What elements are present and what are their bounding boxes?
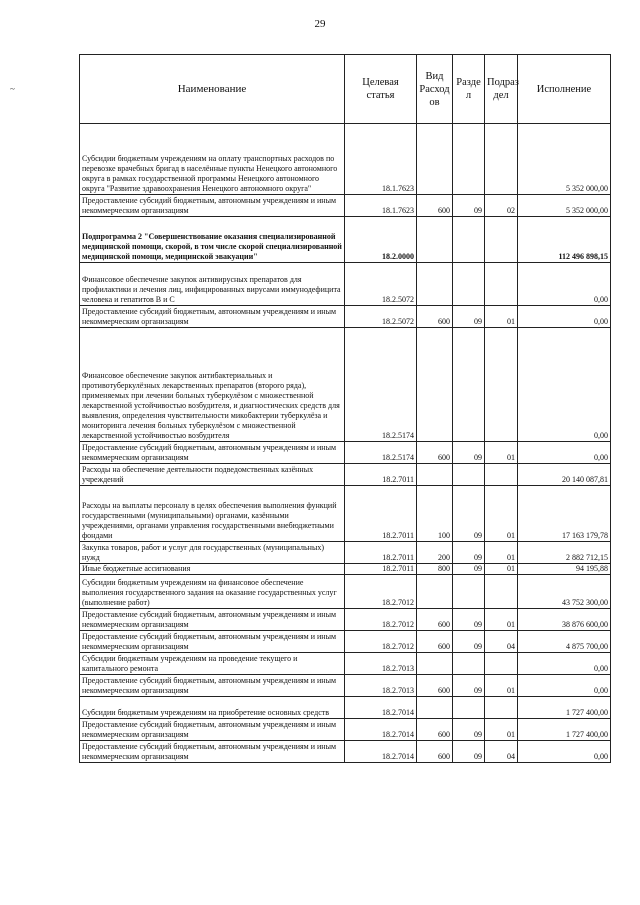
row-execution: 4 875 700,00 xyxy=(518,631,611,653)
row-type: 600 xyxy=(417,195,453,217)
row-type xyxy=(417,124,453,195)
row-execution: 43 752 300,00 xyxy=(518,575,611,609)
row-name: Предоставление субсидий бюджетным, автономным учреждениям и иным некоммерческим организациям xyxy=(80,195,345,217)
row-name: Предоставление субсидий бюджетным, автономным учреждениям и иным некоммерческим организациям xyxy=(80,675,345,697)
row-type xyxy=(417,464,453,486)
row-section xyxy=(453,464,485,486)
row-section: 09 xyxy=(453,195,485,217)
row-execution: 1 727 400,00 xyxy=(518,719,611,741)
row-subsection: 01 xyxy=(485,719,518,741)
table-row xyxy=(80,195,611,217)
row-target: 18.2.7013 xyxy=(345,653,417,675)
row-section: 09 xyxy=(453,306,485,328)
row-execution: 94 195,88 xyxy=(518,564,611,575)
row-target: 18.2.7011 xyxy=(345,564,417,575)
row-target: 18.2.0000 xyxy=(345,217,417,263)
table-row xyxy=(80,697,611,719)
row-name: Подпрограмма 2 "Совершенствование оказания специализированной медицинской помощи, скорой, в том числе скорой специализированной медицинской помощи, медицинской эвакуации" xyxy=(80,217,345,263)
row-section: 09 xyxy=(453,631,485,653)
row-target: 18.2.7014 xyxy=(345,719,417,741)
row-name: Предоставление субсидий бюджетным, автономным учреждениям и иным некоммерческим организациям xyxy=(80,631,345,653)
row-subsection: 02 xyxy=(485,195,518,217)
row-execution: 5 352 000,00 xyxy=(518,195,611,217)
row-section xyxy=(453,217,485,263)
row-name: Субсидии бюджетным учреждениям на приобретение основных средств xyxy=(80,697,345,719)
table-row xyxy=(80,719,611,741)
row-section: 09 xyxy=(453,609,485,631)
row-subsection: 04 xyxy=(485,741,518,763)
table-row xyxy=(80,124,611,195)
row-target: 18.2.7011 xyxy=(345,464,417,486)
row-type xyxy=(417,697,453,719)
table-row xyxy=(80,564,611,575)
row-target: 18.2.7011 xyxy=(345,542,417,564)
row-type xyxy=(417,653,453,675)
row-section xyxy=(453,328,485,442)
row-subsection: 01 xyxy=(485,486,518,542)
header-section: Разде л xyxy=(453,55,485,124)
row-type: 600 xyxy=(417,719,453,741)
row-execution: 5 352 000,00 xyxy=(518,124,611,195)
row-target: 18.2.5072 xyxy=(345,263,417,306)
table-body xyxy=(80,124,611,763)
row-name: Субсидии бюджетным учреждениям на оплату транспортных расходов по перевозке врачебных бригад в населённые пункты Ненецкого автономного округа в рамках государственной программы Ненецкого автономного округа "Развитие здравоохранения Ненецкого автономного округа" xyxy=(80,124,345,195)
row-target: 18.2.7012 xyxy=(345,609,417,631)
row-type: 100 xyxy=(417,486,453,542)
header-execution: Исполнение xyxy=(518,55,611,124)
row-type xyxy=(417,575,453,609)
row-section xyxy=(453,263,485,306)
row-target: 18.2.5174 xyxy=(345,442,417,464)
margin-mark: ~ xyxy=(10,84,15,94)
row-target: 18.2.7011 xyxy=(345,486,417,542)
row-type: 200 xyxy=(417,542,453,564)
row-target: 18.2.7014 xyxy=(345,697,417,719)
row-execution: 0,00 xyxy=(518,263,611,306)
row-subsection: 01 xyxy=(485,442,518,464)
budget-table xyxy=(79,54,611,763)
row-type xyxy=(417,217,453,263)
row-section xyxy=(453,124,485,195)
row-type: 600 xyxy=(417,675,453,697)
row-section xyxy=(453,575,485,609)
row-name: Предоставление субсидий бюджетным, автономным учреждениям и иным некоммерческим организациям xyxy=(80,609,345,631)
row-type xyxy=(417,328,453,442)
table-row xyxy=(80,486,611,542)
row-subsection xyxy=(485,464,518,486)
row-section xyxy=(453,697,485,719)
row-subsection xyxy=(485,697,518,719)
table-row xyxy=(80,675,611,697)
table-row xyxy=(80,306,611,328)
row-subsection xyxy=(485,124,518,195)
row-name: Предоставление субсидий бюджетным, автономным учреждениям и иным некоммерческим организациям xyxy=(80,306,345,328)
table-row xyxy=(80,328,611,442)
row-name: Предоставление субсидий бюджетным, автономным учреждениям и иным некоммерческим организациям xyxy=(80,442,345,464)
row-section: 09 xyxy=(453,675,485,697)
row-type xyxy=(417,263,453,306)
table-row xyxy=(80,217,611,263)
row-subsection xyxy=(485,328,518,442)
row-subsection: 01 xyxy=(485,609,518,631)
row-subsection xyxy=(485,263,518,306)
row-execution: 0,00 xyxy=(518,741,611,763)
header-subsection: Подраз дел xyxy=(485,55,518,124)
row-execution: 0,00 xyxy=(518,653,611,675)
page-number: 29 xyxy=(314,18,326,30)
row-name: Расходы на обеспечение деятельности подведомственных казённых учреждений xyxy=(80,464,345,486)
row-execution: 0,00 xyxy=(518,675,611,697)
row-subsection: 01 xyxy=(485,542,518,564)
row-section: 09 xyxy=(453,719,485,741)
table-row xyxy=(80,741,611,763)
row-name: Расходы на выплаты персоналу в целях обеспечения выполнения функций государственными (муниципальными) органами, казёнными учреждениями, органами управления государственными внебюджетными фондами xyxy=(80,486,345,542)
row-target: 18.2.5174 xyxy=(345,328,417,442)
table-row xyxy=(80,609,611,631)
row-target: 18.2.7014 xyxy=(345,741,417,763)
row-subsection: 01 xyxy=(485,675,518,697)
row-section: 09 xyxy=(453,442,485,464)
row-type: 600 xyxy=(417,631,453,653)
row-execution: 0,00 xyxy=(518,328,611,442)
row-target: 18.2.7013 xyxy=(345,675,417,697)
row-type: 600 xyxy=(417,609,453,631)
row-name: Предоставление субсидий бюджетным, автономным учреждениям и иным некоммерческим организациям xyxy=(80,719,345,741)
row-name: Иные бюджетные ассигнования xyxy=(80,564,345,575)
row-execution: 20 140 087,81 xyxy=(518,464,611,486)
row-name: Субсидии бюджетным учреждениям на финансовое обеспечение выполнения государственного задания на оказание государственных услуг (выполнение работ) xyxy=(80,575,345,609)
row-subsection xyxy=(485,217,518,263)
row-section xyxy=(453,653,485,675)
row-execution: 1 727 400,00 xyxy=(518,697,611,719)
header-target: Целевая статья xyxy=(345,55,417,124)
row-target: 18.2.7012 xyxy=(345,575,417,609)
row-name: Финансовое обеспечение закупок антивирусных препаратов для профилактики и лечения лиц, инфицированных вирусами иммунодефицита человека и гепатитов В и С xyxy=(80,263,345,306)
row-execution: 17 163 179,78 xyxy=(518,486,611,542)
row-target: 18.2.7012 xyxy=(345,631,417,653)
table-row xyxy=(80,631,611,653)
row-type: 600 xyxy=(417,306,453,328)
row-subsection xyxy=(485,653,518,675)
header-name: Наименование xyxy=(80,55,345,124)
row-section: 09 xyxy=(453,564,485,575)
header-row xyxy=(80,55,611,124)
row-subsection: 01 xyxy=(485,564,518,575)
row-name: Субсидии бюджетным учреждениям на проведение текущего и капитального ремонта xyxy=(80,653,345,675)
table-row xyxy=(80,542,611,564)
row-section: 09 xyxy=(453,741,485,763)
table-row xyxy=(80,653,611,675)
row-target: 18.1.7623 xyxy=(345,195,417,217)
row-execution: 38 876 600,00 xyxy=(518,609,611,631)
table-row xyxy=(80,575,611,609)
row-target: 18.2.5072 xyxy=(345,306,417,328)
row-name: Предоставление субсидий бюджетным, автономным учреждениям и иным некоммерческим организациям xyxy=(80,741,345,763)
row-execution: 0,00 xyxy=(518,306,611,328)
row-subsection: 04 xyxy=(485,631,518,653)
row-section: 09 xyxy=(453,486,485,542)
table-row xyxy=(80,464,611,486)
table-row xyxy=(80,263,611,306)
row-execution: 0,00 xyxy=(518,442,611,464)
row-subsection xyxy=(485,575,518,609)
row-name: Закупка товаров, работ и услуг для государственных (муниципальных) нужд xyxy=(80,542,345,564)
row-section: 09 xyxy=(453,542,485,564)
row-target: 18.1.7623 xyxy=(345,124,417,195)
row-execution: 2 882 712,15 xyxy=(518,542,611,564)
row-type: 800 xyxy=(417,564,453,575)
header-type: Вид Расход ов xyxy=(417,55,453,124)
table-row xyxy=(80,442,611,464)
row-name: Финансовое обеспечение закупок антибактериальных и противотуберкулёзных лекарственных препаратов (второго ряда), применяемых при лечении больных туберкулёзом с множественной лекарственной устойчивостью возбудителя, и диагностических средств для выявления, определения чувствительности микобактерии туберкулёза и мониторинга лечения больных туберкулёзом с множественной лекарственной устойчивостью возбудителя xyxy=(80,328,345,442)
row-type: 600 xyxy=(417,442,453,464)
row-subsection: 01 xyxy=(485,306,518,328)
row-execution: 112 496 898,15 xyxy=(518,217,611,263)
row-type: 600 xyxy=(417,741,453,763)
